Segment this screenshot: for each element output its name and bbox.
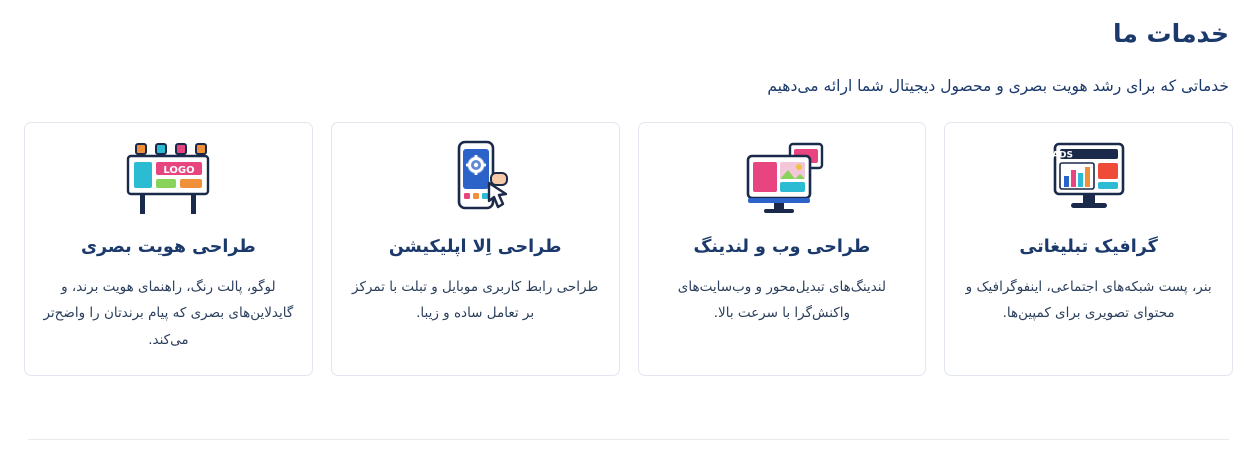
card-title: طراحی هویت بصری — [80, 236, 256, 257]
service-card-web-landing[interactable] — [638, 122, 927, 376]
section-divider — [28, 439, 1229, 440]
card-title: طراحی وب و لندینگ — [693, 236, 871, 257]
svg-text:LOGO: LOGO — [163, 164, 195, 176]
section-header — [0, 0, 1257, 98]
service-card-advertising-graphics[interactable] — [944, 122, 1233, 376]
services-card-list — [0, 98, 1257, 376]
card-description: طراحی رابط کاربری موبایل و تبلت با تمرکز بر تعامل ساده و زیبا. — [352, 279, 599, 322]
card-description: لندینگ‌های تبدیل‌محور و وب‌سایت‌های واکنش‌گرا با سرعت بالا. — [677, 279, 886, 322]
section-subtitle: خدماتی که برای رشد هویت بصری و محصول دیجیتال شما ارائه می‌دهیم — [767, 76, 1229, 95]
advertising-graphics-icon — [1043, 139, 1135, 219]
brand-identity-billboard-icon — [122, 139, 214, 219]
web-landing-design-icon — [734, 139, 830, 219]
card-title: گرافیک تبلیغاتی — [1019, 236, 1158, 257]
service-card-app-design[interactable] — [331, 122, 620, 376]
mobile-app-design-icon — [429, 139, 521, 219]
svg-text:ADS: ADS — [1051, 150, 1073, 161]
card-description: لوگو، پالت رنگ، راهنمای هویت برند، و گایدلاین‌های بصری که پیام برندتان را واضح‌تر می‌کند. — [43, 279, 294, 348]
page-title: خدمات ما — [1112, 19, 1229, 48]
service-card-brand-identity[interactable] — [24, 122, 313, 376]
card-description: بنر، پست شبکه‌های اجتماعی، اینفوگرافیک و محتوای تصویری برای کمپین‌ها. — [965, 279, 1212, 322]
card-title: طراحی اِلا اپلیکیشن — [388, 236, 562, 257]
